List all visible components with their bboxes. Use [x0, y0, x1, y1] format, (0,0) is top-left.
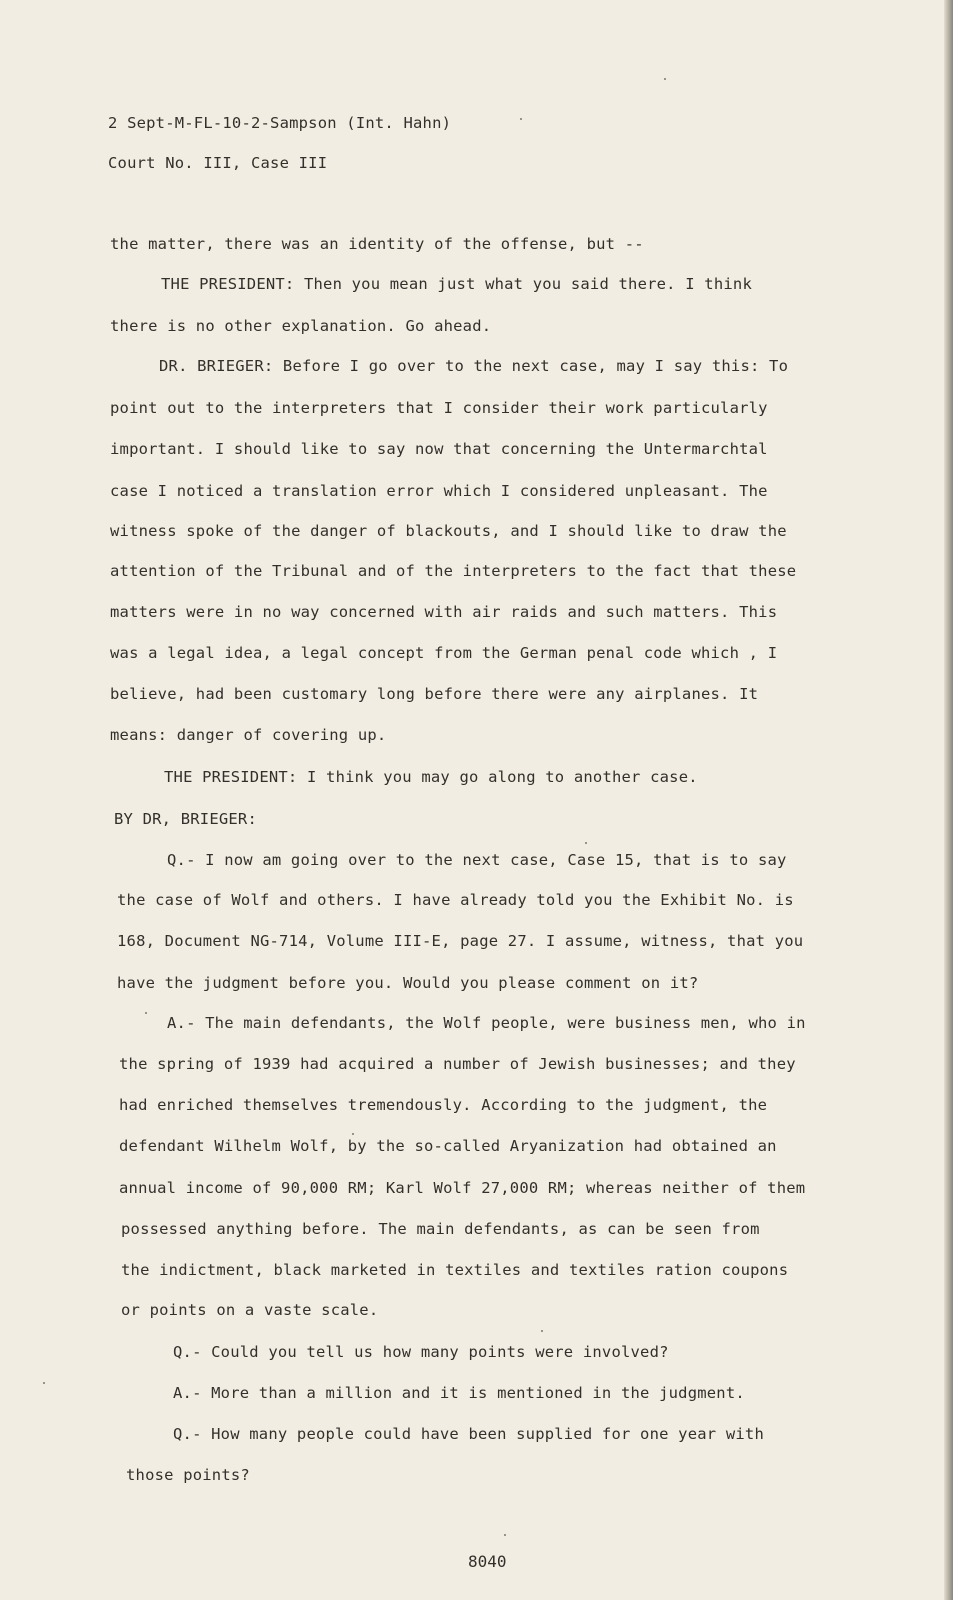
- header-court: Court No. III, Case III: [108, 154, 328, 172]
- text-line: Q.- I now am going over to the next case, Case 15, that is to say: [167, 851, 787, 869]
- text-line: defendant Wilhelm Wolf, by the so-called Aryanization had obtained an: [119, 1137, 777, 1155]
- text-line: Q.- How many people could have been supplied for one year with: [173, 1425, 764, 1443]
- paper-speck: [541, 1330, 543, 1332]
- text-line: had enriched themselves tremendously. According to the judgment, the: [119, 1096, 768, 1114]
- text-line: DR. BRIEGER: Before I go over to the next case, may I say this: To: [159, 357, 789, 375]
- text-line: means: danger of covering up.: [110, 726, 387, 744]
- text-line: A.- More than a million and it is mentioned in the judgment.: [173, 1384, 745, 1402]
- text-line: point out to the interpreters that I consider their work particularly: [110, 399, 768, 417]
- paper-speck: [585, 842, 587, 844]
- paper-speck: [43, 1382, 45, 1384]
- text-line: matters were in no way concerned with air raids and such matters. This: [110, 603, 778, 621]
- text-line: or points on a vaste scale.: [121, 1301, 379, 1319]
- text-line: THE PRESIDENT: Then you mean just what you said there. I think: [161, 275, 752, 293]
- text-line: important. I should like to say now that concerning the Untermarchtal: [110, 440, 768, 458]
- text-line: have the judgment before you. Would you please comment on it?: [117, 974, 699, 992]
- text-line: annual income of 90,000 RM; Karl Wolf 27,000 RM; whereas neither of them: [119, 1179, 806, 1197]
- text-line: BY DR, BRIEGER:: [114, 810, 257, 828]
- text-line: there is no other explanation. Go ahead.: [110, 317, 492, 335]
- text-line: attention of the Tribunal and of the interpreters to the fact that these: [110, 562, 797, 580]
- paper-speck: [664, 78, 666, 80]
- text-line: witness spoke of the danger of blackouts, and I should like to draw the: [110, 522, 787, 540]
- text-line: was a legal idea, a legal concept from the German penal code which , I: [110, 644, 778, 662]
- header-reference: 2 Sept-M-FL-10-2-Sampson (Int. Hahn): [108, 114, 452, 132]
- paper-speck: [145, 1012, 147, 1014]
- text-line: the matter, there was an identity of the offense, but --: [110, 235, 644, 253]
- page-edge-shadow: [944, 0, 953, 1600]
- text-line: the case of Wolf and others. I have already told you the Exhibit No. is: [117, 891, 794, 909]
- page-number: 8040: [468, 1552, 507, 1571]
- paper-speck: [520, 118, 522, 120]
- text-line: A.- The main defendants, the Wolf people, were business men, who in: [167, 1014, 806, 1032]
- text-line: the indictment, black marketed in textiles and textiles ration coupons: [121, 1261, 789, 1279]
- text-line: Q.- Could you tell us how many points were involved?: [173, 1343, 669, 1361]
- text-line: case I noticed a translation error which I considered unpleasant. The: [110, 482, 768, 500]
- text-line: the spring of 1939 had acquired a number of Jewish businesses; and they: [119, 1055, 796, 1073]
- paper-speck: [352, 1133, 354, 1135]
- text-line: possessed anything before. The main defendants, as can be seen from: [121, 1220, 760, 1238]
- paper-speck: [504, 1534, 506, 1536]
- text-line: believe, had been customary long before there were any airplanes. It: [110, 685, 759, 703]
- text-line: 168, Document NG-714, Volume III-E, page 27. I assume, witness, that you: [117, 932, 804, 950]
- text-line: those points?: [126, 1466, 250, 1484]
- text-line: THE PRESIDENT: I think you may go along to another case.: [164, 768, 698, 786]
